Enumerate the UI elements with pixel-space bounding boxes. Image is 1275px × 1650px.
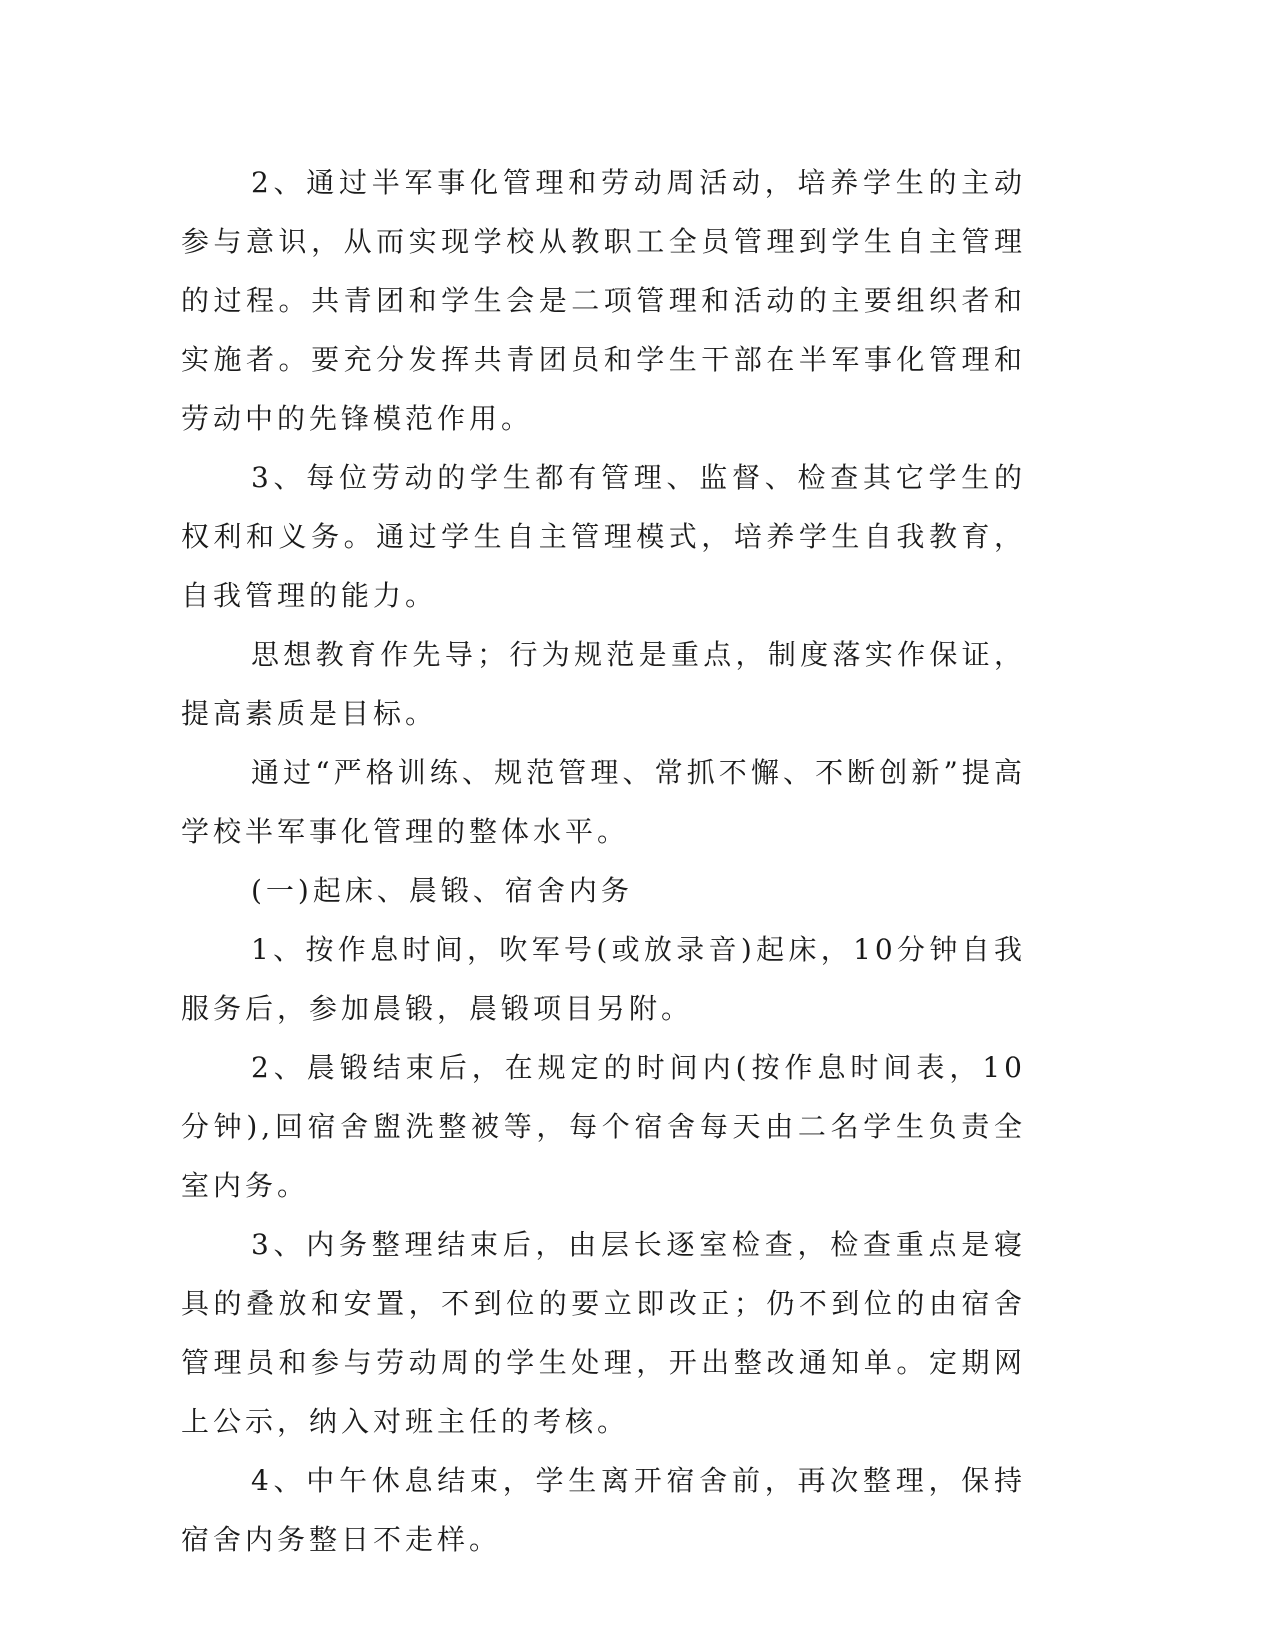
- paragraph-9: 4、中午休息结束，学生离开宿舍前，再次整理，保持宿舍内务整日不走样。: [181, 1464, 1026, 1556]
- paragraph-2: 3、每位劳动的学生都有管理、监督、检查其它学生的权利和义务。通过学生自主管理模式，培养学生自我教育，自我管理的能力。: [181, 461, 1026, 612]
- paragraph-7: 2、晨锻结束后，在规定的时间内(按作息时间表，10分钟),回宿舍盥洗整被等，每个宿舍每天由二名学生负责全室内务。: [181, 1051, 1026, 1202]
- paragraph-8: 3、内务整理结束后，由层长逐室检查，检查重点是寝具的叠放和安置，不到位的要立即改正；仍不到位的由宿舍管理员和参与劳动周的学生处理，开出整改通知单。定期网上公示，纳入对班主任的考核。: [181, 1228, 1026, 1438]
- paragraph-6: 1、按作息时间，吹军号(或放录音)起床，10分钟自我服务后，参加晨锻，晨锻项目另附。: [181, 933, 1026, 1025]
- paragraph-3: 思想教育作先导；行为规范是重点，制度落实作保证，提高素质是目标。: [181, 638, 1026, 730]
- section-heading: (一)起床、晨锻、宿舍内务: [251, 874, 633, 907]
- paragraph-4: 通过“严格训练、规范管理、常抓不懈、不断创新”提高学校半军事化管理的整体水平。: [181, 756, 1026, 848]
- document-body: [181, 153, 1026, 1569]
- paragraph-1: 2、通过半军事化管理和劳动周活动，培养学生的主动参与意识，从而实现学校从教职工全员管理到学生自主管理的过程。共青团和学生会是二项管理和活动的主要组织者和实施者。要充分发挥共青团员和学生干部在半军事化管理和劳动中的先锋模范作用。: [181, 166, 1026, 435]
